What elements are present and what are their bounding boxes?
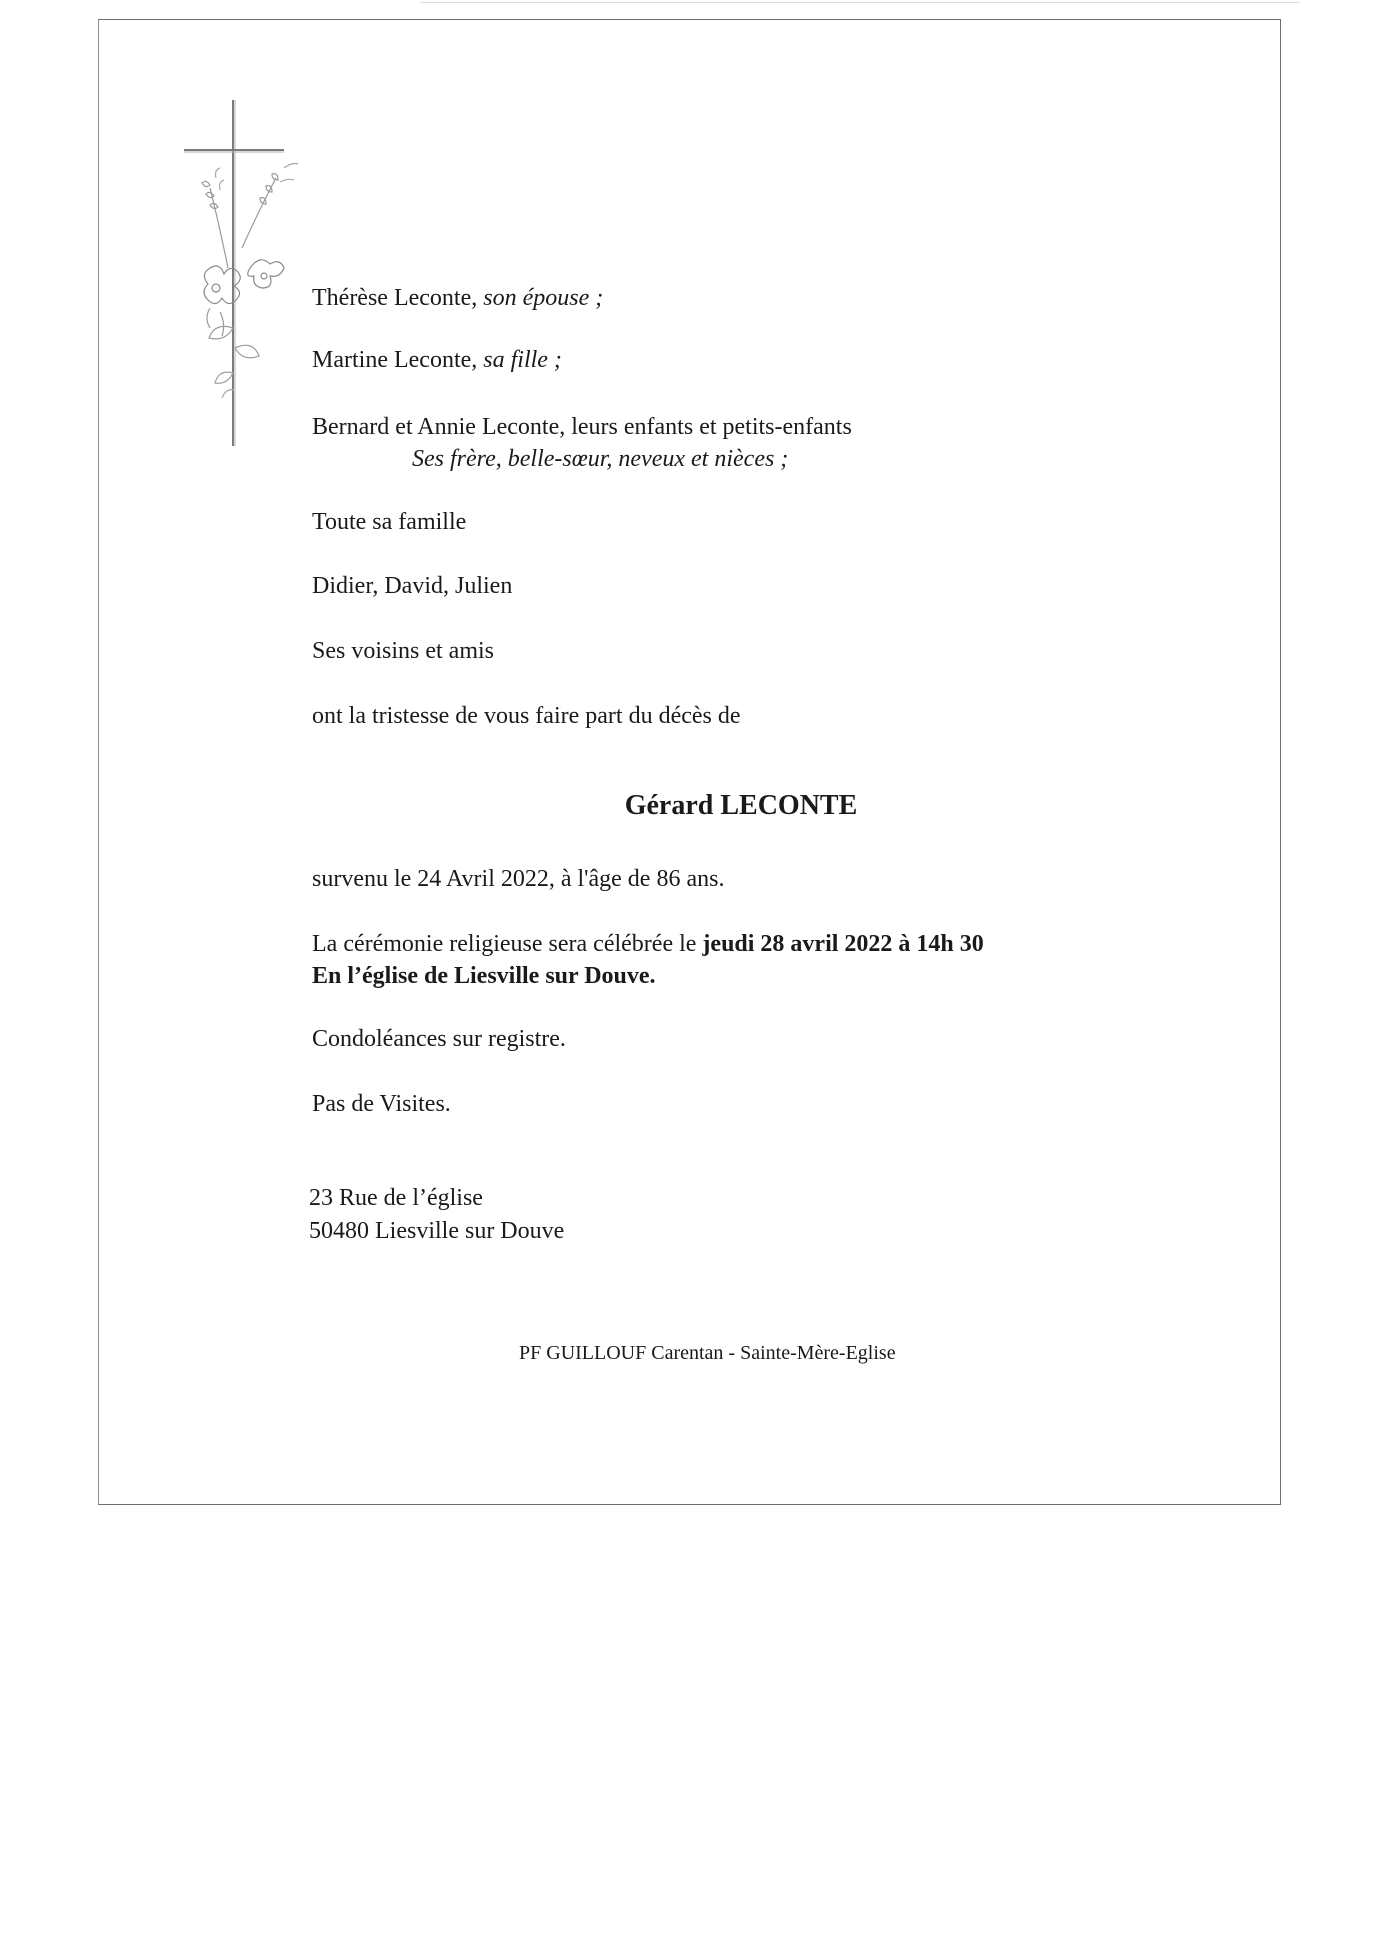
cross-with-flowers-icon: [180, 98, 310, 448]
spouse-name: Thérèse Leconte,: [312, 285, 478, 311]
scan-edge-line: [420, 2, 1300, 3]
ceremony-location: En l’église de Liesville sur Douve.: [312, 963, 656, 989]
ceremony-text: La cérémonie religieuse sera célébrée le: [312, 931, 697, 957]
deceased-name: Gérard LECONTE: [624, 790, 858, 821]
funeral-home: PF GUILLOUF Carentan - Sainte-Mère-Eglise: [519, 1342, 896, 1364]
address-city: 50480 Liesville sur Douve: [309, 1218, 565, 1244]
ceremony-date-time: jeudi 28 avril 2022 à 14h 30: [702, 931, 984, 957]
family-line: Toute sa famille: [312, 509, 467, 535]
spouse-line: [312, 283, 603, 313]
spouse-role: son épouse ;: [483, 285, 604, 311]
address-street: 23 Rue de l’église: [309, 1185, 483, 1211]
siblings-line: Ses frère, belle-sœur, neveux et nièces ;: [412, 446, 789, 472]
daughter-line: [312, 345, 562, 375]
ceremony-line: [312, 929, 984, 959]
names-line: Didier, David, Julien: [312, 573, 513, 599]
death-info: survenu le 24 Avril 2022, à l'âge de 86 ans.: [312, 866, 725, 892]
announcement-intro: ont la tristesse de vous faire part du décès de: [312, 703, 741, 729]
condolences-note: Condoléances sur registre.: [312, 1026, 566, 1052]
daughter-name: Martine Leconte,: [312, 347, 478, 373]
daughter-role: sa fille ;: [483, 347, 562, 373]
son-line: Bernard et Annie Leconte, leurs enfants et petits-enfants: [312, 414, 852, 440]
visits-note: Pas de Visites.: [312, 1091, 451, 1117]
neighbors-line: Ses voisins et amis: [312, 638, 495, 664]
